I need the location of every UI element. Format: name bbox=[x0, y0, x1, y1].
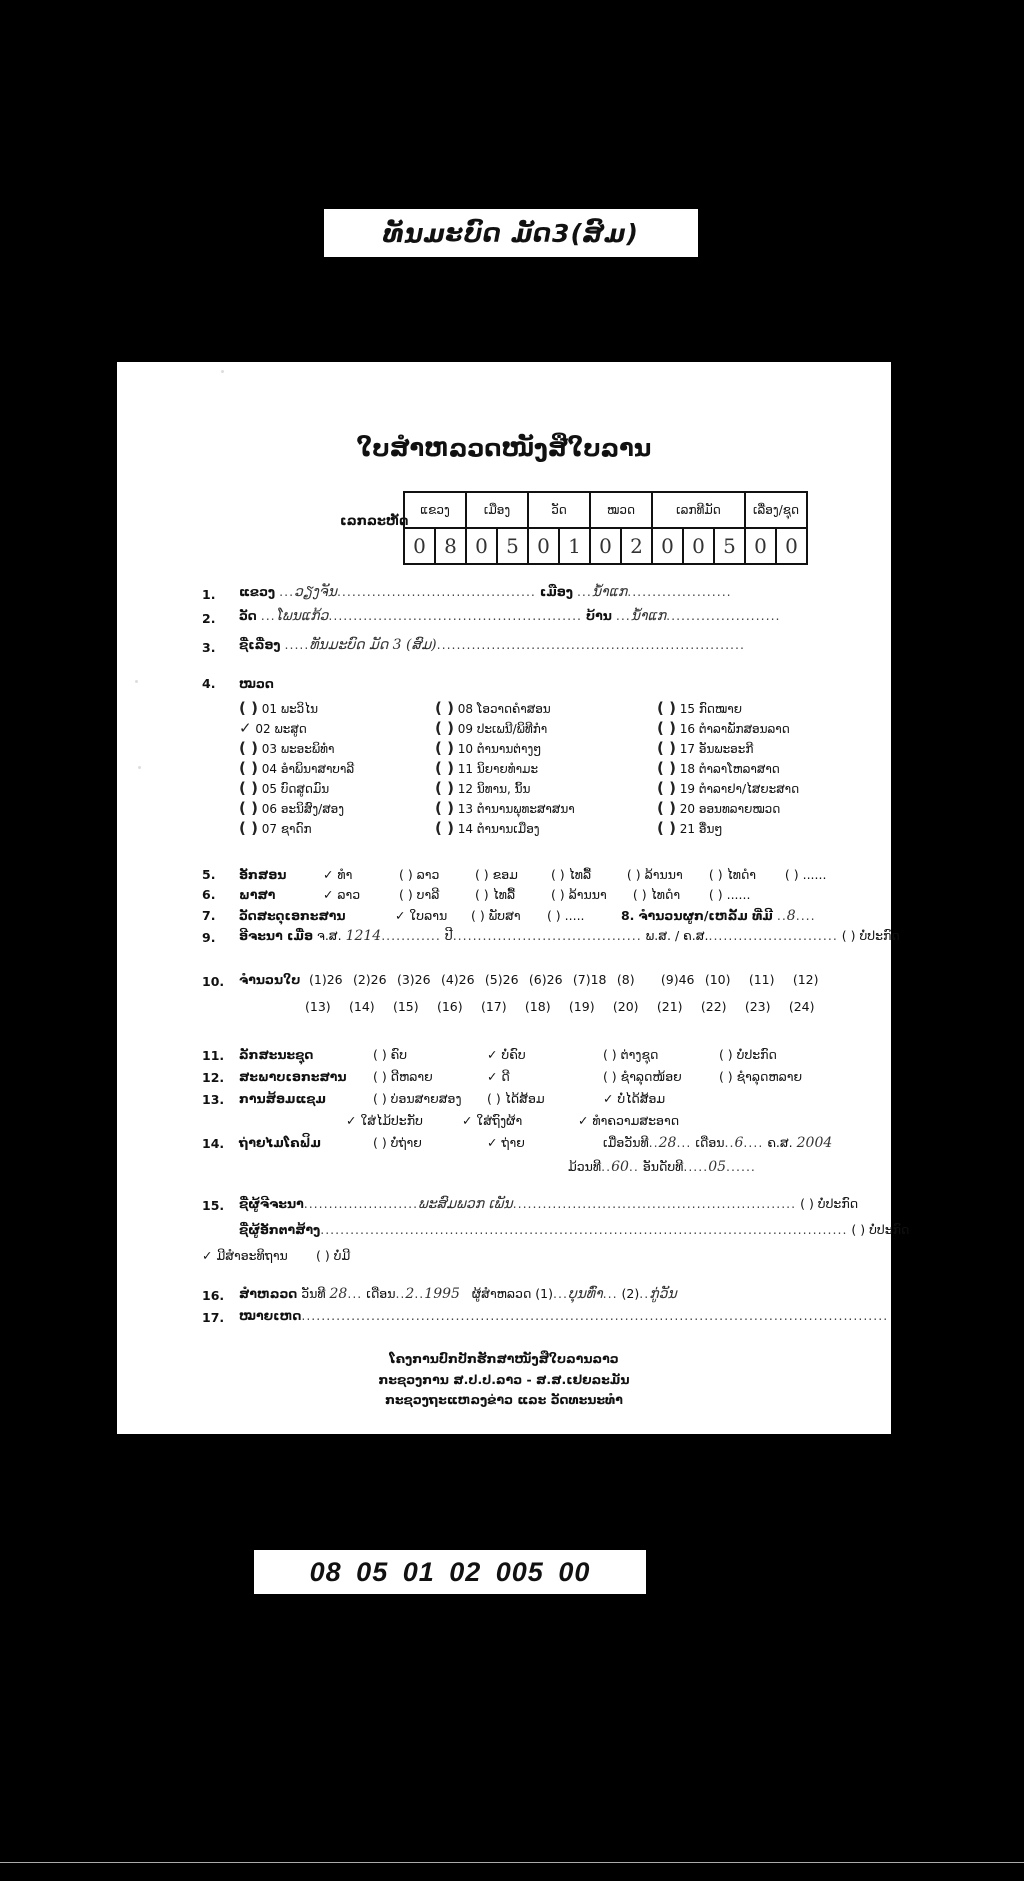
category-item bbox=[435, 699, 657, 717]
line-13-number: 13. bbox=[202, 1092, 225, 1107]
line-13 bbox=[239, 1091, 665, 1106]
filmed-year: 2004 bbox=[796, 1135, 833, 1151]
category-text: 15 ກົດໝາຍ bbox=[679, 702, 742, 716]
line-12 bbox=[239, 1069, 802, 1084]
code-header-temple: ວັດ bbox=[528, 492, 590, 528]
manuscript-title-label: ທັນມະບົດ ມັດ3(ສົມ) bbox=[324, 209, 698, 257]
category-check: ( ) bbox=[435, 799, 454, 817]
script-label: ອັກສອນ bbox=[239, 867, 287, 882]
category-text: 10 ຕຳນານຕ່າງໆ bbox=[457, 742, 542, 756]
fascicle-count-label: ຈຳນວນຜູກ/ເຫລັ້ມ ທີ່ມີ bbox=[638, 908, 773, 923]
leaf-count: (17) bbox=[480, 999, 507, 1014]
category-text: 14 ຕຳນານເມືອງ bbox=[457, 822, 540, 836]
category-check: ( ) bbox=[239, 739, 258, 757]
condition-label: ສະພາບເອກະສານ bbox=[239, 1069, 347, 1084]
dedication-option: ( ) ບໍ່ມີ bbox=[315, 1248, 351, 1263]
line-11-number: 11. bbox=[202, 1048, 225, 1063]
leaf-count: (6)26 bbox=[528, 972, 563, 987]
material-option: ( ) ພັບສາ bbox=[470, 908, 521, 923]
category-check: ( ) bbox=[239, 779, 258, 797]
roll-label: ມ້ວນທີ bbox=[568, 1159, 602, 1174]
category-item bbox=[435, 719, 657, 737]
scan-speck bbox=[138, 766, 141, 769]
category-check: ( ) bbox=[435, 739, 454, 757]
category-item bbox=[435, 799, 657, 817]
code-label: ເລກລະຫັດ bbox=[340, 514, 409, 529]
code-digit: 2 bbox=[621, 528, 652, 564]
set-status-option: ( ) ບໍ່ປະກົດ bbox=[718, 1047, 777, 1062]
category-item bbox=[239, 819, 435, 837]
code-table bbox=[403, 491, 808, 565]
leaf-count: (12) bbox=[792, 972, 819, 987]
category-check: ( ) bbox=[239, 699, 258, 717]
repair-option: ✓ ໃສ່ຖົງຜ້າ bbox=[461, 1113, 523, 1128]
repair-option: ✓ ບໍ່ໄດ້ສ້ອມ bbox=[602, 1091, 666, 1106]
survey-month: 2 bbox=[405, 1286, 415, 1302]
temple-label: ວັດ bbox=[239, 608, 257, 623]
category-item bbox=[239, 719, 435, 737]
material-option: ( ) ..... bbox=[546, 908, 585, 923]
leaf-count: (23) bbox=[744, 999, 771, 1014]
line-9-number: 9. bbox=[202, 930, 216, 945]
code-digit: 0 bbox=[528, 528, 559, 564]
microfilm-label: ຖ່າຍໄມໂຄຟິມ bbox=[239, 1135, 321, 1150]
repair-option: ( ) ໄດ້ສ້ອມ bbox=[486, 1091, 545, 1106]
surveyor-1-number: (1) bbox=[535, 1286, 554, 1301]
category-text: 19 ຕຳລາຢາ/ໄສຍະສາດ bbox=[679, 782, 800, 796]
survey-label: ສຳຫລວດ bbox=[239, 1286, 298, 1301]
line-14: ຖ່າຍໄມໂຄຟິມ ( ) ບໍ່ຖ່າຍ ✓ ຖ່າຍ ເມື່ອວັນທີ..28... ເດືອນ..6.... ຄ.ສ. 2004 bbox=[239, 1135, 833, 1151]
filmed-year-label: ຄ.ສ. bbox=[767, 1135, 793, 1150]
code-header-district: ເມືອງ bbox=[466, 492, 528, 528]
leaf-count: (18) bbox=[524, 999, 551, 1014]
temple-value: ໂພນແກ້ວ bbox=[275, 608, 329, 624]
code-digit: 0 bbox=[652, 528, 683, 564]
code-digit: 8 bbox=[435, 528, 466, 564]
leaf-count: (10) bbox=[704, 972, 731, 987]
condition-option: ( ) ຊຳລຸດຫລາຍ bbox=[718, 1069, 803, 1084]
category-item bbox=[239, 739, 435, 757]
line-1-number: 1. bbox=[202, 587, 216, 602]
line-13-b bbox=[346, 1113, 679, 1128]
footer-line: ກະຊວງຖະແຫລງຂ່າວ ແລະ ວັດທະນະທຳ bbox=[385, 1392, 623, 1408]
language-option: ( ) ...... bbox=[708, 887, 751, 902]
leaf-count: (11) bbox=[748, 972, 775, 987]
category-item bbox=[657, 819, 839, 837]
line-14-b: ມ້ວນທີ..60.. ອັນດັບທີ.....05...... bbox=[568, 1159, 756, 1175]
leaf-count-row-2 bbox=[305, 999, 815, 1014]
category-text: 17 ອັນພະອະກີ bbox=[679, 742, 754, 756]
leaf-count: (8) bbox=[616, 972, 635, 987]
category-check: ( ) bbox=[435, 819, 454, 837]
category-label: ໝວດ bbox=[239, 676, 274, 691]
code-digit: 5 bbox=[497, 528, 528, 564]
material-option: ✓ ໃບລານ bbox=[394, 908, 448, 923]
category-check: ( ) bbox=[657, 699, 676, 717]
composed-unknown: ( ) ບໍ່ປະກົດ bbox=[841, 928, 900, 943]
line-9: ອີຈະນາ ເມື່ອ ຈ.ສ. 1214............ ປີ...................................... ພ.ສ. / ຄ.ສ........................... ( ) ບໍ່ປະກົດ bbox=[239, 928, 900, 944]
survey-day: 28 bbox=[329, 1286, 348, 1302]
line-5-number: 5. bbox=[202, 867, 216, 882]
line-2-number: 2. bbox=[202, 611, 216, 626]
leaf-count: (19) bbox=[568, 999, 595, 1014]
line-15-c bbox=[202, 1248, 350, 1263]
condition-option: ✓ ດີ bbox=[486, 1069, 510, 1084]
category-check: ( ) bbox=[435, 699, 454, 717]
composer-unknown: ( ) ບໍ່ປະກົດ bbox=[800, 1196, 859, 1211]
category-text: 20 ອອນທລາຍໝວດ bbox=[679, 802, 781, 816]
script-option: ( ) ໄທລື້ bbox=[550, 867, 592, 882]
scan-speck bbox=[221, 370, 224, 373]
province-value: ວຽງຈັນ bbox=[294, 584, 337, 600]
language-option: ( ) ລ້ານນາ bbox=[550, 887, 607, 902]
dedication-option: ✓ ມີສຳອະທິຖານ bbox=[202, 1248, 288, 1263]
surveyor-2: ກູ່ວັນ bbox=[649, 1286, 677, 1302]
roll-value: 60 bbox=[611, 1159, 629, 1175]
filmed-month-label: ເດືອນ bbox=[695, 1135, 725, 1150]
category-check: ( ) bbox=[657, 739, 676, 757]
category-text: 05 ບົດສູດມົນ bbox=[261, 782, 330, 796]
manuscript-code-label: 08 05 01 02 005 00 bbox=[254, 1550, 646, 1594]
composer-value: ພະສົມພວກ ເພັນ bbox=[418, 1196, 513, 1212]
category-text: 18 ຕຳລາໂຫລາສາດ bbox=[679, 762, 780, 776]
line-15-number: 15. bbox=[202, 1198, 225, 1213]
leaf-count-row-1 bbox=[239, 972, 818, 987]
category-check: ( ) bbox=[435, 779, 454, 797]
category-item bbox=[239, 759, 435, 777]
survey-month-label: ເດືອນ bbox=[366, 1286, 396, 1301]
category-check: ( ) bbox=[239, 799, 258, 817]
line-15: ຊື່ຜູ້ຈີຈະນາ.......................ພະສົມພວກ ເພັນ......................................................... ( ) ບໍ່ປະກົດ bbox=[239, 1196, 859, 1212]
line-6 bbox=[239, 887, 750, 902]
line-7-number: 7. bbox=[202, 908, 216, 923]
repair-label: ການສ້ອມແຊມ bbox=[239, 1091, 326, 1106]
leaf-count: (9)46 bbox=[660, 972, 695, 987]
category-grid bbox=[239, 699, 839, 837]
category-check: ✓ bbox=[239, 719, 252, 737]
category-item bbox=[657, 759, 839, 777]
code-digit: 0 bbox=[466, 528, 497, 564]
title-value: ທັນມະບົດ ມັດ 3 (ສົມ) bbox=[309, 637, 437, 653]
leaf-count: (2)26 bbox=[352, 972, 387, 987]
era2-label: ພ.ສ. / ຄ.ສ. bbox=[645, 928, 709, 943]
leaf-count: (20) bbox=[612, 999, 639, 1014]
line-17: ໝາຍເຫດ...................................................................................................................... bbox=[239, 1308, 889, 1323]
district-label: ເມືອງ bbox=[539, 584, 573, 599]
line-5 bbox=[239, 867, 826, 882]
set-status-option: ( ) ຄົບ bbox=[372, 1047, 408, 1062]
code-header-bundle: ເລກທີມັດ bbox=[652, 492, 745, 528]
line-4-number: 4. bbox=[202, 676, 216, 691]
category-check: ( ) bbox=[657, 759, 676, 777]
surveyor-label: ຜູ້ສຳຫລວດ bbox=[471, 1286, 532, 1301]
microfilm-option: ( ) ບໍ່ຖ່າຍ bbox=[372, 1135, 422, 1150]
scribe-unknown: ( ) ບໍ່ປະກົດ bbox=[851, 1222, 910, 1237]
line-17-number: 17. bbox=[202, 1310, 225, 1325]
set-status-option: ✓ ບໍ່ຄົບ bbox=[486, 1047, 526, 1062]
category-text: 13 ຕຳນານພຸທະສາສນາ bbox=[457, 802, 575, 816]
leaf-count: (7)18 bbox=[572, 972, 607, 987]
composer-label: ຊື່ຜູ້ຈີຈະນາ bbox=[239, 1196, 304, 1211]
category-item bbox=[239, 779, 435, 797]
line-15-b: ຊື່ຜູ້ອັກຕາສ້າງ.......................................................................................................... ( ) ບໍ່ປະກົດ bbox=[239, 1222, 910, 1237]
remarks-label: ໝາຍເຫດ bbox=[239, 1308, 302, 1323]
language-option: ( ) ບາລີ bbox=[398, 887, 440, 902]
category-text: 09 ປະເພນີ/ພິທີກຳ bbox=[457, 722, 548, 736]
category-check: ( ) bbox=[239, 819, 258, 837]
composed-year: 1214 bbox=[345, 928, 382, 944]
code-digit: 5 bbox=[714, 528, 745, 564]
category-text: 08 ໂອວາດຄຳສອນ bbox=[457, 702, 551, 716]
category-check: ( ) bbox=[657, 819, 676, 837]
code-digit: 0 bbox=[404, 528, 435, 564]
leaf-count: (22) bbox=[700, 999, 727, 1014]
language-option: ( ) ໄທລື້ bbox=[474, 887, 516, 902]
survey-form bbox=[117, 362, 910, 1434]
category-text: 07 ຊາດົກ bbox=[261, 822, 312, 836]
footer-line: ໂຄງການປົກປັກຮັກສາໜັງສືໃບລານລາວ bbox=[389, 1351, 619, 1366]
category-check: ( ) bbox=[239, 759, 258, 777]
category-text: 01 ພະວິໄນ bbox=[261, 702, 319, 716]
category-item bbox=[657, 739, 839, 757]
order-value: 05 bbox=[708, 1159, 727, 1175]
category-item bbox=[435, 759, 657, 777]
category-item bbox=[657, 779, 839, 797]
leaf-count: (14) bbox=[348, 999, 375, 1014]
footer-line: ກະຊວງການ ສ.ປ.ປ.ລາວ - ສ.ສ.ເຢຍລະມັນ bbox=[378, 1371, 630, 1387]
leaf-count: (24) bbox=[788, 999, 815, 1014]
code-digit: 1 bbox=[559, 528, 590, 564]
category-item bbox=[657, 699, 839, 717]
code-header-row bbox=[404, 492, 807, 528]
leaf-count: (15) bbox=[392, 999, 419, 1014]
line-16: ສຳຫລວດ ວັນທີ 28... ເດືອນ..2..1995 ຜູ້ສຳຫລວດ (1)...ບຸນທົ່າ... (2)..ກູ່ວັນ bbox=[239, 1286, 677, 1302]
category-check: ( ) bbox=[657, 779, 676, 797]
survey-year: 1995 bbox=[424, 1286, 460, 1302]
filmed-date-label: ເມື່ອວັນທີ bbox=[602, 1135, 649, 1150]
leaf-count: (13) bbox=[305, 999, 331, 1014]
order-label: ອັນດັບທີ bbox=[642, 1159, 684, 1174]
leaf-count-label: ຈຳນວນໃບ bbox=[239, 972, 301, 987]
category-text: 21 ອື່ນໆ bbox=[679, 822, 723, 836]
leaf-count: (21) bbox=[656, 999, 683, 1014]
district-value: ນ້ຳແກ bbox=[591, 584, 628, 600]
category-text: 11 ນິຍາຍທຳມະ bbox=[457, 762, 539, 776]
category-text: 12 ນິທານ, ນິ້ນ bbox=[457, 782, 531, 796]
line-14-number: 14. bbox=[202, 1136, 225, 1151]
script-option: ( ) ...... bbox=[784, 867, 827, 882]
category-text: 16 ຕຳລາພັກສອນລາດ bbox=[679, 722, 790, 736]
set-status-option: ( ) ຕ່າງຊຸດ bbox=[602, 1047, 659, 1062]
script-option: ( ) ໄທດຳ bbox=[708, 867, 757, 882]
script-option: ✓ ທຳ bbox=[322, 867, 353, 882]
language-option: ✓ ລາວ bbox=[322, 887, 361, 902]
line-12-number: 12. bbox=[202, 1070, 225, 1085]
condition-option: ( ) ຊຳລຸດໜ້ອຍ bbox=[602, 1069, 682, 1084]
code-header-category: ໝວດ bbox=[590, 492, 652, 528]
leaf-count: (4)26 bbox=[440, 972, 475, 987]
era-label: ຈ.ສ. bbox=[316, 928, 342, 943]
line-2: ວັດ ...ໂພນແກ້ວ................................................... ບ້ານ ...ນ້ຳແກ....................... bbox=[239, 608, 781, 624]
category-text: 02 ພະສູດ bbox=[255, 722, 307, 736]
condition-option: ( ) ດີຫລາຍ bbox=[372, 1069, 433, 1084]
province-label: ແຂວງ bbox=[239, 584, 276, 599]
code-digit-row bbox=[404, 528, 807, 564]
form-title: ໃບສຳຫລວດໜັງສືໃບລານ bbox=[356, 434, 652, 462]
category-text: 04 ອຳພິນາສາບາລີ bbox=[261, 762, 355, 776]
repair-option: ✓ ໃສ່ໄມ້ປະກັບ bbox=[346, 1113, 423, 1128]
line-11 bbox=[239, 1047, 777, 1062]
leaf-count: (3)26 bbox=[396, 972, 431, 987]
microfilm-option: ✓ ຖ່າຍ bbox=[486, 1135, 525, 1150]
code-header-series: ເລື່ອງ/ຊຸດ bbox=[745, 492, 807, 528]
material-label: ວັດສະດຸເອກະສານ bbox=[239, 908, 346, 923]
title-label: ຊື່ເລື່ອງ bbox=[239, 637, 281, 652]
category-text: 06 ອະນິສົງ/ສອງ bbox=[261, 802, 345, 816]
village-label: ບ້ານ bbox=[586, 608, 612, 623]
category-item bbox=[239, 699, 435, 717]
fascicle-count-value: 8 bbox=[786, 908, 796, 924]
category-check: ( ) bbox=[435, 719, 454, 737]
year-suffix: ປີ bbox=[444, 928, 453, 943]
line-8-number: 8. bbox=[620, 908, 635, 923]
scan-speck bbox=[135, 680, 138, 683]
code-digit: 0 bbox=[776, 528, 807, 564]
filmed-day: 28 bbox=[658, 1135, 677, 1151]
category-text: 03 ພະອະພິທຳ bbox=[261, 742, 335, 756]
scan-edge-line bbox=[0, 1862, 1024, 1863]
leaf-count: (1)26 bbox=[308, 972, 343, 987]
line-16-number: 16. bbox=[202, 1288, 225, 1303]
village-value: ນ້ຳແກ bbox=[630, 608, 667, 624]
category-item bbox=[435, 779, 657, 797]
set-status-label: ລັກສະນະຊຸດ bbox=[239, 1047, 314, 1062]
category-item bbox=[435, 739, 657, 757]
repair-option: ✓ ທຳຄວາມສະອາດ bbox=[577, 1113, 680, 1128]
survey-date-label: ວັນທີ bbox=[301, 1286, 326, 1301]
composed-label: ອີຈະນາ ເມື່ອ bbox=[239, 928, 313, 943]
category-check: ( ) bbox=[657, 719, 676, 737]
line-6-number: 6. bbox=[202, 887, 216, 902]
category-item bbox=[435, 819, 657, 837]
line-7: ວັດສະດຸເອກະສານ ✓ ໃບລານ ( ) ພັບສາ ( ) ..... 8. ຈຳນວນຜູກ/ເຫລັ້ມ ທີ່ມີ ..8.... bbox=[239, 908, 816, 924]
scribe-label: ຊື່ຜູ້ອັກຕາສ້າງ bbox=[239, 1222, 321, 1237]
line-3: ຊື່ເລື່ອງ .....ທັນມະບົດ ມັດ 3 (ສົມ).............................................................. bbox=[239, 637, 745, 653]
script-option: ( ) ຂອມ bbox=[474, 867, 518, 882]
category-check: ( ) bbox=[657, 799, 676, 817]
language-label: ພາສາ bbox=[239, 887, 276, 902]
filmed-month: 6 bbox=[734, 1135, 744, 1151]
leaf-count: (16) bbox=[436, 999, 463, 1014]
category-item bbox=[657, 799, 839, 817]
code-digit: 0 bbox=[745, 528, 776, 564]
code-header-province: ແຂວງ bbox=[404, 492, 466, 528]
line-1: ແຂວງ ...ວຽງຈັນ........................................ ເມືອງ ...ນ້ຳແກ..................... bbox=[239, 584, 732, 600]
category-item bbox=[657, 719, 839, 737]
surveyor-2-number: (2) bbox=[621, 1286, 640, 1301]
surveyor-1: ບຸນທົ່າ bbox=[567, 1286, 603, 1302]
language-option: ( ) ໄທດຳ bbox=[632, 887, 681, 902]
leaf-count: (5)26 bbox=[484, 972, 519, 987]
script-option: ( ) ລາວ bbox=[398, 867, 440, 882]
form-footer bbox=[117, 1349, 891, 1411]
category-check: ( ) bbox=[435, 759, 454, 777]
code-digit: 0 bbox=[683, 528, 714, 564]
line-3-number: 3. bbox=[202, 640, 216, 655]
category-item bbox=[239, 799, 435, 817]
line-10-number: 10. bbox=[202, 974, 225, 989]
repair-option: ( ) ບ່ອນສາຍສອງ bbox=[372, 1091, 462, 1106]
code-digit: 0 bbox=[590, 528, 621, 564]
script-option: ( ) ລ້ານນາ bbox=[626, 867, 683, 882]
